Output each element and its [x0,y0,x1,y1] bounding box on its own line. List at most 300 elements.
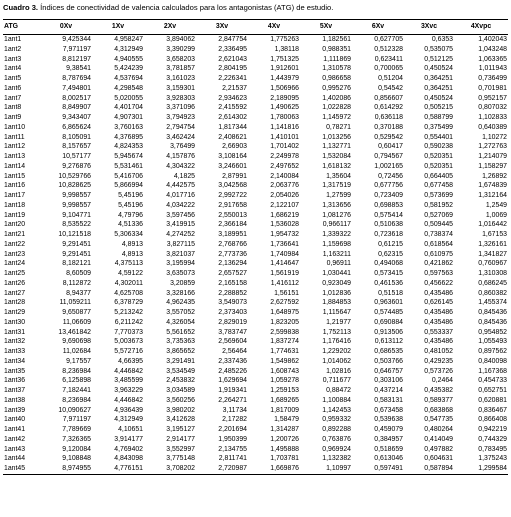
table-cell: 1,416112 [270,279,299,287]
table-cell: 0,435486 [424,309,453,316]
table-cell: 6,378729 [114,299,143,307]
row-label: 1ant17 [4,192,26,199]
table-cell: 0,509445 [424,221,453,229]
table-cell: 5,213242 [114,309,143,316]
row-label: 1ant2 [4,45,22,53]
table-cell: 9,650877 [62,309,91,316]
table-cell: 0,923049 [322,279,351,287]
table-cell: 9,343407 [62,114,91,121]
table-cell: 4,401704 [114,104,143,112]
table-cell: 0,954852 [478,328,507,336]
table-cell: 3,865652 [166,348,195,355]
table-cell: 0,573415 [374,270,403,277]
table-row [3,45,508,55]
table-cell: 9,120084 [62,445,91,453]
table-cell: 0,664405 [424,172,453,180]
column-header: 3Xvc [420,23,438,30]
table-cell: 4,326054 [166,318,195,326]
table-cell: 8,105091 [62,133,91,141]
table-cell: 1,402043 [478,36,507,43]
table-cell: 3,794923 [166,114,195,121]
table-cell: 5,866994 [114,182,143,190]
table-cell: 4,843098 [114,455,143,463]
table-cell: 2,917658 [218,201,247,209]
table-cell: 1,115647 [322,309,351,316]
row-label: 1ant13 [4,153,26,160]
table-cell: 1,669876 [270,465,299,472]
table-cell: 0,620881 [478,396,507,404]
table-cell: 1,532084 [322,153,351,160]
table-cell: 0,860382 [478,289,507,297]
table-cell: 8,94377 [66,289,91,297]
table-cell: 5,003673 [114,338,143,346]
caption-text: Índices de conectividad de valencia calculados para los antagonistas (ATG) de estudio. [40,3,334,12]
row-label: 1ant24 [4,260,26,268]
row-label: 1ant10 [4,123,26,131]
table-row [3,415,508,425]
table-cell: 2,56464 [222,348,247,355]
table-row [3,318,508,328]
table-cell: 1,629694 [218,377,247,385]
table-cell: 3,635073 [166,270,195,277]
table-cell: 2,415592 [218,104,247,112]
table-cell: 1,912601 [270,65,299,73]
table-cell: 1,455374 [478,299,507,307]
table-cell: 1,410101 [270,133,299,141]
table-cell: 2,264271 [218,396,247,404]
table-cell: 0,969924 [322,445,351,453]
table-cell: 0,966117 [322,221,351,229]
table-cell: 7,971197 [62,416,91,424]
column-header: 1Xv [111,23,125,30]
table-cell: 4,8913 [121,250,143,258]
table-cell: 5,572716 [114,348,143,355]
table-cell: 13,461842 [58,328,91,336]
table-cell: 0,840098 [478,357,507,365]
row-label: 1ant27 [4,289,26,297]
table-row [3,35,508,45]
table-cell: 2,599838 [270,328,299,336]
table-cell: 1,740984 [270,250,299,258]
table-cell: 1,506966 [270,84,299,92]
table-caption [3,3,508,15]
table-cell: 4,79796 [118,211,143,219]
table-cell: 0,60417 [378,143,403,151]
table-cell: 0,61215 [378,240,403,248]
table-cell: 3,735363 [166,338,195,346]
table-cell: 2,485226 [218,367,247,375]
table-cell: 2,497652 [270,162,299,170]
table-cell: 1,229202 [322,348,351,355]
row-label: 1ant36 [4,377,26,385]
table-cell: 3,827115 [166,240,195,248]
table-cell: 4,958247 [114,36,143,43]
table-cell: 3,419915 [166,221,195,229]
table-cell: 0,435486 [424,318,453,326]
table-cell: 9,104771 [62,211,91,219]
table-cell: 0,988351 [322,45,351,53]
table-cell: 1,312164 [478,192,507,199]
table-cell: 2,373403 [218,309,247,316]
table-cell: 0,626145 [424,299,453,307]
table-cell: 11,02684 [62,348,91,355]
table-cell: 8,849907 [62,104,91,112]
table-cell: 1,339322 [322,231,351,238]
table-cell: 4,376895 [114,133,143,141]
table-cell: 0,510638 [374,221,403,229]
table-cell: 0,677458 [424,182,453,190]
table-cell: 4,274252 [166,231,195,238]
table-cell: 0,686535 [374,348,403,355]
table-cell: 4,907301 [114,114,143,121]
table-cell: 2,226341 [218,75,247,82]
table-cell: 0,673458 [374,406,403,414]
table-cell: 0,505215 [424,104,453,112]
table-cell: 6,865624 [62,123,91,131]
table-cell: 0,459079 [374,426,403,433]
row-label: 1ant30 [4,318,26,326]
row-label: 1ant26 [4,279,26,287]
row-label: 1ant4 [4,65,22,73]
table-cell: 2,804195 [218,65,247,73]
table-body [3,35,508,475]
table-cell: 4,936439 [114,406,143,414]
table-cell: 1,689265 [270,396,299,404]
table-cell: 2,063776 [270,182,299,190]
table-cell: 0,952157 [478,94,507,102]
table-row [3,103,508,113]
table-cell: 0,995276 [322,84,351,92]
table-row [3,94,508,104]
table-cell: 0,497882 [424,445,453,453]
table-cell: 4,312949 [114,45,143,53]
table-cell: 0,2464 [431,377,453,385]
table-row [3,425,508,435]
table-cell: 3,894062 [166,36,195,43]
table-cell: 1,002165 [374,162,403,170]
table-cell: 1,823205 [270,318,299,326]
table-cell: 4,017716 [166,192,195,199]
table-cell: 11,059211 [59,299,91,307]
table-row [3,298,508,308]
row-label: 1ant12 [4,143,26,151]
table-cell: 1,200726 [270,435,299,443]
table-cell: 0,51518 [378,289,403,297]
table-row [3,230,508,240]
table-cell: 1,561919 [270,270,299,277]
connectivity-table [3,19,508,475]
table-cell: 7,770373 [114,328,143,336]
table-cell: 0,554401 [424,133,453,141]
row-label: 1ant42 [4,435,26,443]
document [3,3,508,475]
table-cell: 2,288852 [218,289,247,297]
table-cell: 0,738374 [424,231,453,238]
table-cell: 0,590238 [424,143,453,151]
table-cell: 4,302011 [114,279,143,287]
table-cell: 3,781857 [166,65,195,73]
table-cell: 10,529766 [58,172,91,180]
table-cell: 0,623411 [374,55,403,63]
table-cell: 2,408621 [218,133,247,141]
table-cell: 0,535075 [424,45,453,53]
table-cell: 0,375499 [424,123,453,131]
table-row [3,240,508,250]
table-cell: 0,518659 [374,445,403,453]
row-label: 1ant20 [4,221,26,229]
table-cell: 1,56151 [274,289,299,297]
table-cell: 1,182561 [322,36,351,43]
table-cell: 7,182441 [62,387,91,394]
table-cell: 1,310308 [478,270,507,277]
table-cell: 1,159698 [322,240,351,248]
table-cell: 3,76499 [170,143,195,151]
table-cell: 0,597563 [424,270,453,277]
table-cell: 1,837274 [270,338,299,346]
table-cell: 3,549073 [218,299,247,307]
table-cell: 1,011943 [478,65,507,73]
table-cell: 0,686245 [478,279,507,287]
table-cell: 1,081276 [322,211,351,219]
table-cell: 0,480264 [424,426,453,433]
table-cell: 0,646757 [374,367,403,375]
table-cell: 2,336495 [218,45,247,53]
table-cell: 2,811741 [218,455,247,463]
table-cell: 1,674839 [478,182,507,190]
table-cell: 1,375243 [478,455,507,463]
table-cell: 3,291491 [166,357,195,365]
table-cell: 4,312949 [114,416,143,424]
table-cell: 2,773736 [218,250,247,258]
table-cell: 2,17282 [222,416,247,424]
table-cell: 1,608743 [270,367,299,375]
table-cell: 3,11734 [222,406,247,414]
table-cell: 0,589377 [424,396,453,404]
table-cell: 0,783495 [478,445,507,453]
table-cell: 3,485599 [114,377,143,385]
table-cell: 0,6353 [431,36,453,43]
table-cell: 3,462424 [166,133,195,141]
table-row [3,454,508,464]
table-cell: 9,276876 [62,162,91,170]
table-cell: 4,66395 [118,357,143,365]
table-cell: 3,963229 [114,387,143,394]
table-cell: 1,884853 [322,299,351,307]
table-cell: 0,421862 [424,260,453,268]
table-cell: 0,760967 [478,260,507,268]
table-cell: 4,962435 [166,299,195,307]
table-row [3,74,508,84]
table-cell: 3,20859 [170,279,195,287]
table-cell: 2,165158 [218,279,247,287]
row-label: 1ant33 [4,348,26,355]
table-cell: 1,686219 [270,211,299,219]
table-cell: 7,494801 [62,84,91,92]
table-cell: 0,711677 [322,377,351,385]
table-cell: 1,176416 [322,338,351,346]
header-row [3,20,508,35]
row-label: 1ant1 [4,36,22,43]
column-header: 5Xv [319,23,333,30]
table-cell: 0,527069 [424,211,453,219]
table-cell: 4,298548 [114,84,143,92]
table-cell: 3,328166 [166,289,195,297]
table-cell: 0,494068 [374,260,403,268]
table-cell: 4,304322 [166,162,195,170]
table-cell: 2,621043 [218,55,247,63]
table-cell: 0,429235 [424,357,453,365]
table-cell: 8,236984 [62,367,91,375]
table-row [3,464,508,474]
table-cell: 1,21977 [326,318,351,326]
table-cell: 1,313656 [322,201,351,209]
table-cell: 0,856607 [374,94,403,102]
table-cell: 1,022828 [322,104,351,112]
table-row [3,406,508,416]
table-cell: 1,326161 [478,240,507,248]
table-row [3,181,508,191]
table-cell: 5,561652 [166,328,195,336]
table-cell: 9,291451 [62,240,91,248]
table-cell: 1,030441 [322,270,351,277]
table-cell: 2,136294 [218,260,247,268]
table-cell: 0,959332 [322,416,351,424]
table-cell: 1,67153 [482,231,507,238]
table-cell: 2,794754 [166,123,195,131]
table-cell: 4,824353 [114,143,143,151]
table-cell: 1,158297 [478,162,507,170]
table-cell: 1,443979 [270,75,299,82]
table-cell: 1,38118 [274,45,299,53]
table-cell: 1,495888 [270,445,299,453]
table-row [3,64,508,74]
column-header: 3Xv [215,23,229,30]
table-cell: 0,597491 [374,465,403,472]
row-label: 1ant25 [4,270,26,277]
table-cell: 2,87991 [222,172,247,180]
table-cell: 11,06609 [62,318,91,326]
row-label: 1ant38 [4,396,26,404]
table-cell: 0,587894 [424,465,453,472]
table-cell: 2,366184 [218,221,247,229]
table-cell: 0,573699 [424,192,453,199]
table-cell: 1,414647 [270,260,299,268]
table-cell: 0,677756 [374,182,403,190]
table-cell: 1,774631 [270,348,299,355]
table-cell: 0,723618 [374,231,403,238]
table-cell: 3,821037 [166,250,195,258]
table-cell: 8,812197 [62,55,91,63]
table-cell: 0,62315 [378,250,403,258]
table-cell: 0,573726 [424,367,453,375]
table-cell: 5,45196 [118,192,143,199]
table-cell: 1,141816 [270,123,299,131]
table-cell: 3,161023 [166,75,195,82]
table-cell: 3,195994 [166,260,195,268]
table-cell: 0,450524 [424,65,453,73]
table-cell: 0,698853 [374,201,403,209]
table-cell: 6,211242 [114,318,143,326]
table-row [3,55,508,65]
table-cell: 0,370188 [374,123,403,131]
table-cell: 0,88472 [326,387,351,394]
table-cell: 2,134755 [218,445,247,453]
table-cell: 1,919341 [218,387,247,394]
table-cell: 3,195127 [166,426,195,433]
table-cell: 3,042568 [218,182,247,190]
table-cell: 1,02816 [326,367,351,375]
table-cell: 2,829019 [218,318,247,326]
table-cell: 3,159301 [166,84,195,92]
table-cell: 0,503766 [374,357,403,365]
table-cell: 7,971197 [62,45,91,53]
table-cell: 1,27599 [326,192,351,199]
table-cell: 2,249978 [270,153,299,160]
table-cell: 0,640389 [478,123,507,131]
table-cell: 0,701981 [478,84,507,92]
table-cell: 9,17557 [66,357,91,365]
table-cell: 8,787694 [62,75,91,82]
table-cell: 1,954732 [270,231,299,238]
table-cell: 1,490625 [270,104,299,112]
table-cell: 0,636118 [374,114,403,121]
table-row [3,289,508,299]
table-cell: 1,310578 [322,65,351,73]
table-cell: 0,384957 [374,435,403,443]
table-cell: 1,618132 [322,162,351,170]
table-cell: 0,807032 [478,104,507,112]
table-cell: 1,014062 [322,357,351,365]
table-cell: 1,132382 [322,455,351,463]
table-cell: 9,998557 [62,201,91,209]
row-label: 1ant15 [4,172,26,180]
table-cell: 0,690884 [374,318,403,326]
row-label: 1ant40 [4,416,26,424]
table-cell: 0,652751 [478,387,507,394]
row-label: 1ant43 [4,445,26,453]
table-cell: 4,375113 [114,260,143,268]
row-label: 1ant31 [4,328,26,336]
row-label: 1ant34 [4,357,26,365]
table-row [3,211,508,221]
table-cell: 2,847754 [218,36,247,43]
table-row [3,123,508,133]
table-row [3,259,508,269]
table-cell: 4,446842 [114,367,143,375]
table-row [3,445,508,455]
table-cell: 0,794567 [374,153,403,160]
row-label: 1ant11 [4,133,25,141]
table-cell: 2,992722 [218,192,247,199]
table-row [3,250,508,260]
table-row [3,162,508,172]
table-cell: 2,657527 [218,270,247,277]
table-row [3,133,508,143]
table-cell: 3,412628 [166,416,195,424]
table-cell: 4,034222 [166,201,195,209]
table-cell: 3,597456 [166,211,195,219]
table-cell: 7,326365 [62,435,91,443]
table-cell: 9,291451 [62,250,91,258]
table-cell: 0,683868 [424,406,453,414]
table-cell: 0,723409 [374,192,403,199]
row-label: 1ant37 [4,387,26,394]
table-cell: 1,26892 [482,172,507,180]
table-cell: 0,520351 [424,153,453,160]
table-cell: 1,751325 [270,55,299,63]
table-cell: 2,569604 [218,338,247,346]
table-cell: 0,614292 [374,104,403,112]
